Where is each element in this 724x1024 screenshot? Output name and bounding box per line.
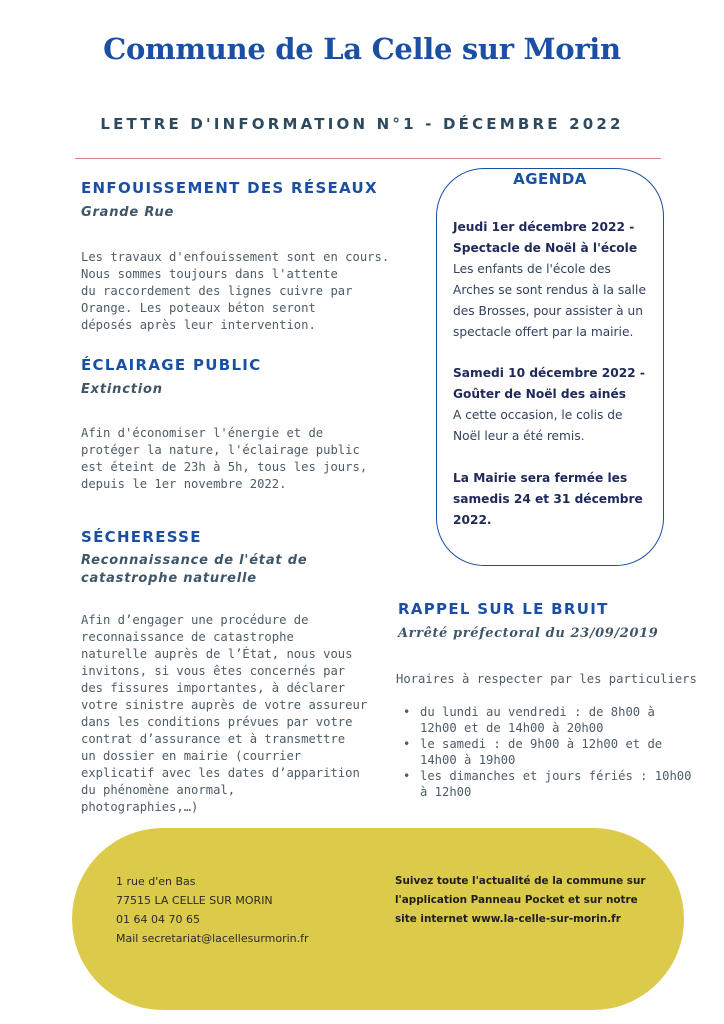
section-subheading-eclairage: Extinction — [81, 382, 163, 397]
section-body-secheresse: Afin d’engager une procédure de reconnaissance de catastrophe naturelle auprès de l’État, nous vous invitons, si vous êtes concernés par des fissures importantes, à déclarer votre sinistre auprès de votre assureur dans les conditions prévues par votre contrat d’assurance et à transmettre un dossier en mairie (courrier explicatif avec les dates d’apparition du phénomène anormal, photographies,…) — [81, 613, 368, 814]
section-heading-bruit: RAPPEL SUR LE BRUIT — [398, 600, 609, 618]
agenda-event1-title: Jeudi 1er décembre 2022 - Spectacle de Noël à l'école — [453, 220, 638, 255]
list-item: • du lundi au vendredi : de 8h00 à 12h00 et de 14h00 à 20h00 — [398, 704, 692, 736]
footer-social-info: Suivez toute l'actualité de la commune sur l'application Panneau Pocket et sur notre site internet www.la-celle-sur-morin.fr — [395, 875, 646, 925]
agenda-event2-body: A cette occasion, le colis de Noël leur a été remis. — [453, 408, 623, 443]
page-title: Commune de La Celle sur Morin — [103, 32, 621, 66]
section-heading-enfouissement: ENFOUISSEMENT DES RÉSEAUX — [81, 179, 378, 197]
section-heading-secheresse: SÉCHERESSE — [81, 528, 202, 546]
newsletter-subtitle: LETTRE D'INFORMATION N°1 - DÉCEMBRE 2022 — [100, 115, 624, 133]
footer-address: 1 rue d'en Bas 77515 LA CELLE SUR MORIN 01 64 04 70 65 Mail secretariat@lacellesurmorin.fr — [116, 875, 309, 945]
agenda-event1-body: Les enfants de l'école des Arches se sont rendus à la salle des Brosses, pour assister à un spectacle offert par la mairie. — [453, 262, 646, 339]
section-subheading-enfouissement: Grande Rue — [81, 205, 175, 220]
agenda-event2-title: Samedi 10 décembre 2022 - Goûter de Noël des ainés — [453, 366, 645, 401]
section-intro-bruit: Horaires à respecter par les particuliers — [396, 672, 697, 686]
list-item: • les dimanches et jours fériés : 10h00 à 12h00 — [398, 768, 692, 800]
header-divider — [75, 158, 661, 159]
list-item: • le samedi : de 9h00 à 12h00 et de 14h00 à 19h00 — [398, 736, 692, 768]
section-body-eclairage: Afin d'économiser l'énergie et de protéger la nature, l'éclairage public est éteint de 23h à 5h, tous les jours, depuis le 1er novembre 2022. — [81, 426, 368, 491]
section-subheading-bruit: Arrêté préfectoral du 23/09/2019 — [398, 626, 659, 641]
agenda-notice: La Mairie sera fermée les samedis 24 et 31 décembre 2022. — [453, 471, 643, 527]
section-heading-eclairage: ÉCLAIRAGE PUBLIC — [81, 356, 262, 374]
bruit-hours-list — [398, 704, 692, 800]
agenda-title: AGENDA — [513, 170, 587, 188]
section-subheading-secheresse: Reconnaissance de l'état de catastrophe naturelle — [81, 553, 308, 586]
section-body-enfouissement: Les travaux d'enfouissement sont en cours. Nous sommes toujours dans l'attente du raccordement des lignes cuivre par Orange. Les poteaux béton seront déposés après leur intervention. — [81, 250, 390, 332]
